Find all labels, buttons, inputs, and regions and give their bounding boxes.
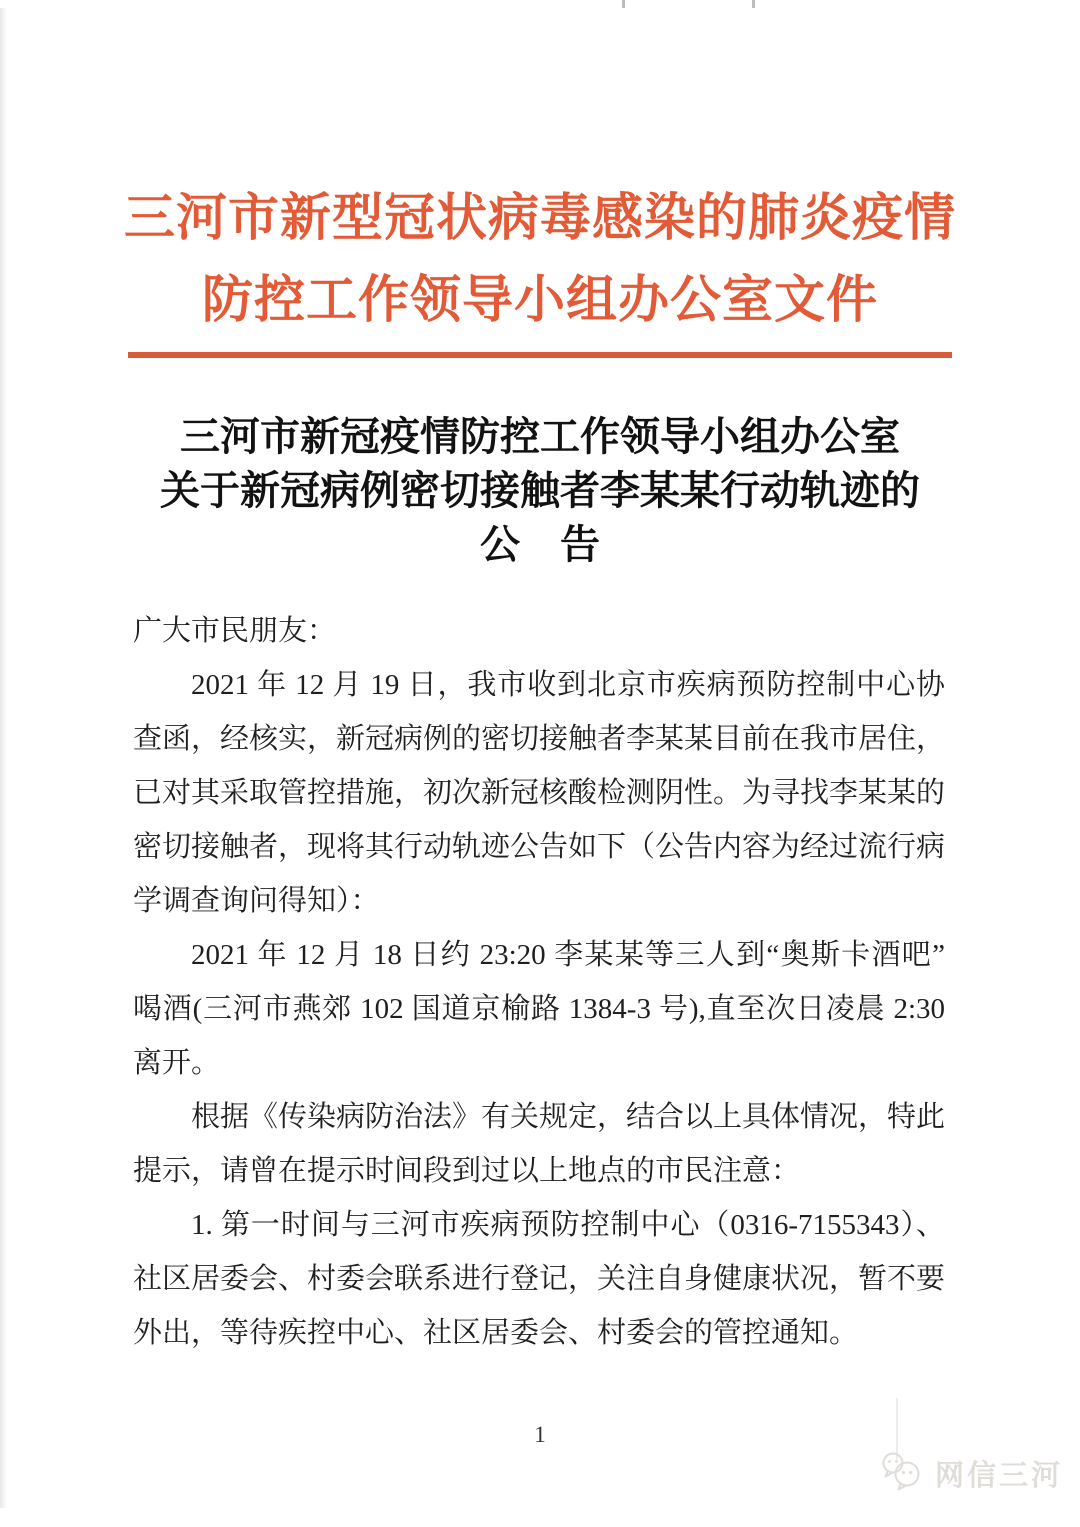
watermark-label: 网信三河 xyxy=(935,1460,1064,1492)
salutation-line: 广大市民朋友： xyxy=(133,615,337,647)
document-title-line-3: 公 告 xyxy=(480,522,600,567)
scan-artifact-tick xyxy=(752,0,755,8)
document-title-line-2: 关于新冠病例密切接触者李某某行动轨迹的 xyxy=(160,468,920,513)
letterhead-line-2: 防控工作领导小组办公室文件 xyxy=(201,273,878,329)
body-line: 1. 第一时间与三河市疾病预防控制中心（0316-7155343）、 xyxy=(191,1209,945,1241)
body-line: 提示，请曾在提示时间段到过以上地点的市民注意： xyxy=(133,1155,801,1187)
body-line: 已对其采取管控措施，初次新冠核酸检测阴性。为寻找李某某的 xyxy=(133,777,946,809)
wechat-icon xyxy=(879,1450,925,1497)
document-title xyxy=(100,410,980,572)
body-line: 2021 年 12 月 18 日约 23:20 李某某等三人到“奥斯卡酒吧” xyxy=(191,939,945,971)
letterhead xyxy=(60,178,1020,342)
scan-edge-shadow xyxy=(0,8,7,1508)
letterhead-line-1: 三河市新型冠状病毒感染的肺炎疫情 xyxy=(123,191,956,247)
document-title-line-1: 三河市新冠疫情防控工作领导小组办公室 xyxy=(180,414,900,459)
body-line: 学调查询问得知）： xyxy=(133,885,380,917)
body-line: 查函，经核实，新冠病例的密切接触者李某某目前在我市居住， xyxy=(133,723,946,755)
body-line: 外出，等待疾控中心、社区居委会、村委会的管控通知。 xyxy=(133,1317,859,1349)
scan-artifact-tick xyxy=(622,0,625,8)
body-line: 社区居委会、村委会联系进行登记，关注自身健康状况，暂不要 xyxy=(133,1263,946,1295)
document-body xyxy=(133,604,945,1360)
body-line: 2021 年 12 月 19 日，我市收到北京市疾病预防控制中心协 xyxy=(191,669,945,701)
letterhead-divider xyxy=(128,352,952,358)
body-line: 喝酒(三河市燕郊 102 国道京榆路 1384-3 号),直至次日凌晨 2:30 xyxy=(133,993,945,1025)
body-line: 离开。 xyxy=(133,1047,221,1079)
body-line: 密切接触者，现将其行动轨迹公告如下（公告内容为经过流行病 xyxy=(133,831,946,863)
body-line: 根据《传染病防治法》有关规定，结合以上具体情况，特此 xyxy=(191,1101,946,1133)
watermark xyxy=(879,1450,1063,1497)
page-number: 1 xyxy=(534,1422,546,1447)
